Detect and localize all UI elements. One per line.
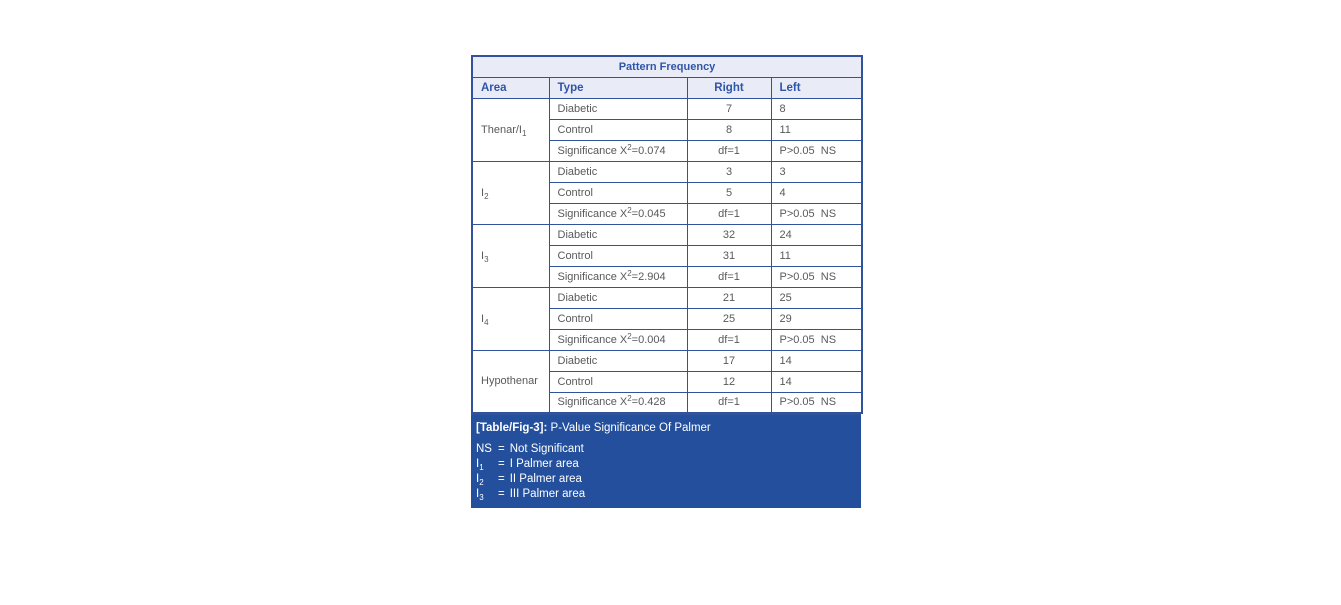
type-cell: Diabetic	[549, 98, 687, 119]
table-header-row	[472, 77, 862, 98]
significance-label: Significance X	[557, 333, 628, 346]
type-cell: Diabetic	[549, 350, 687, 371]
df-cell: df=1	[687, 203, 771, 224]
legend-equals: =	[498, 488, 505, 500]
legend-desc: III Palmer area	[509, 488, 586, 500]
col-header-left: Left	[771, 77, 862, 98]
significance-value: =0.428	[631, 396, 666, 409]
area-label: I	[481, 186, 485, 199]
table-title: Pattern Frequency	[472, 56, 862, 77]
right-value-cell: 32	[687, 224, 771, 245]
type-cell: Diabetic	[549, 224, 687, 245]
pattern-frequency-figure	[471, 55, 861, 508]
left-value-cell: 14	[771, 371, 862, 392]
df-cell: df=1	[687, 266, 771, 287]
left-value-cell: 3	[771, 161, 862, 182]
right-value-cell: 3	[687, 161, 771, 182]
type-cell: Diabetic	[549, 161, 687, 182]
chi-square-superscript: 2	[627, 394, 632, 404]
type-cell: Control	[549, 308, 687, 329]
significance-label: Significance X	[557, 207, 628, 220]
legend-desc: II Palmer area	[509, 473, 582, 485]
area-subscript: 3	[484, 254, 489, 264]
table-row	[472, 161, 862, 182]
type-cell: Control	[549, 245, 687, 266]
legend-equals: =	[498, 473, 505, 485]
left-value-cell: 29	[771, 308, 862, 329]
left-value-cell: 11	[771, 119, 862, 140]
table-row	[472, 287, 862, 308]
legend-term: $I_1$	[476, 458, 484, 472]
df-cell: df=1	[687, 140, 771, 161]
significance-label: Significance X	[557, 270, 628, 283]
col-header-type: Type	[549, 77, 687, 98]
chi-square-superscript: 2	[627, 268, 632, 278]
group-thenar	[472, 98, 862, 161]
area-label: Hypothenar	[481, 375, 538, 388]
group-i2	[472, 161, 862, 224]
legend-term: NS	[476, 443, 492, 455]
right-value-cell: 25	[687, 308, 771, 329]
legend-item	[476, 487, 852, 502]
table-row	[472, 350, 862, 371]
left-value-cell: 24	[771, 224, 862, 245]
area-cell	[472, 98, 549, 161]
pvalue-cell: P>0.05 NS	[771, 140, 862, 161]
figure-caption	[471, 414, 861, 508]
group-i3	[472, 224, 862, 287]
left-value-cell: 8	[771, 98, 862, 119]
area-label: Thenar/I	[481, 123, 522, 136]
area-cell	[472, 224, 549, 287]
area-cell	[472, 161, 549, 224]
legend-item	[476, 442, 852, 457]
group-hypothenar	[472, 350, 862, 413]
right-value-cell: 17	[687, 350, 771, 371]
right-value-cell: 7	[687, 98, 771, 119]
area-cell	[472, 287, 549, 350]
type-cell: Control	[549, 182, 687, 203]
caption-tag: [Table/Fig-3]:	[476, 422, 548, 434]
pattern-frequency-table	[471, 55, 863, 414]
legend-equals: =	[498, 443, 505, 455]
table-row	[472, 224, 862, 245]
significance-label: Significance X	[557, 396, 628, 409]
chi-square-superscript: 2	[627, 142, 632, 152]
significance-label: Significance X	[557, 144, 628, 157]
legend-desc: Not Significant	[509, 443, 584, 455]
legend-item	[476, 457, 852, 472]
table-row	[472, 98, 862, 119]
chi-square-superscript: 2	[627, 205, 632, 215]
caption-line	[476, 421, 852, 435]
type-cell: Diabetic	[549, 287, 687, 308]
significance-value: =0.045	[631, 207, 666, 220]
significance-cell	[549, 203, 687, 224]
right-value-cell: 8	[687, 119, 771, 140]
area-label: I	[481, 312, 485, 325]
table-title-row	[472, 56, 862, 77]
area-label: I	[481, 249, 485, 262]
area-cell	[472, 350, 549, 413]
significance-cell	[549, 329, 687, 350]
right-value-cell: 12	[687, 371, 771, 392]
area-subscript: 4	[484, 317, 489, 327]
left-value-cell: 25	[771, 287, 862, 308]
pvalue-cell: P>0.05 NS	[771, 329, 862, 350]
type-cell: Control	[549, 371, 687, 392]
legend-desc: I Palmer area	[509, 458, 579, 470]
left-value-cell: 14	[771, 350, 862, 371]
group-i4	[472, 287, 862, 350]
type-cell: Control	[549, 119, 687, 140]
legend-term: $I_3$	[476, 488, 484, 502]
right-value-cell: 21	[687, 287, 771, 308]
legend-term: $I_2$	[476, 473, 484, 487]
significance-cell	[549, 140, 687, 161]
significance-value: =2.904	[631, 270, 666, 283]
left-value-cell: 4	[771, 182, 862, 203]
right-value-cell: 5	[687, 182, 771, 203]
df-cell: df=1	[687, 329, 771, 350]
area-subscript: 1	[521, 128, 527, 138]
pvalue-cell: P>0.05 NS	[771, 203, 862, 224]
pvalue-cell: P>0.05 NS	[771, 392, 862, 413]
significance-cell	[549, 392, 687, 413]
area-subscript: 2	[484, 191, 489, 201]
legend-equals: =	[498, 458, 505, 470]
pvalue-cell: P>0.05 NS	[771, 266, 862, 287]
col-header-area: Area	[472, 77, 549, 98]
significance-value: =0.004	[631, 333, 666, 346]
caption-title: P-Value Significance Of Palmer	[547, 422, 711, 434]
col-header-right: Right	[687, 77, 771, 98]
significance-cell	[549, 266, 687, 287]
legend-item	[476, 472, 852, 487]
chi-square-superscript: 2	[627, 331, 632, 341]
left-value-cell: 11	[771, 245, 862, 266]
significance-value: =0.074	[631, 144, 666, 157]
right-value-cell: 31	[687, 245, 771, 266]
df-cell: df=1	[687, 392, 771, 413]
